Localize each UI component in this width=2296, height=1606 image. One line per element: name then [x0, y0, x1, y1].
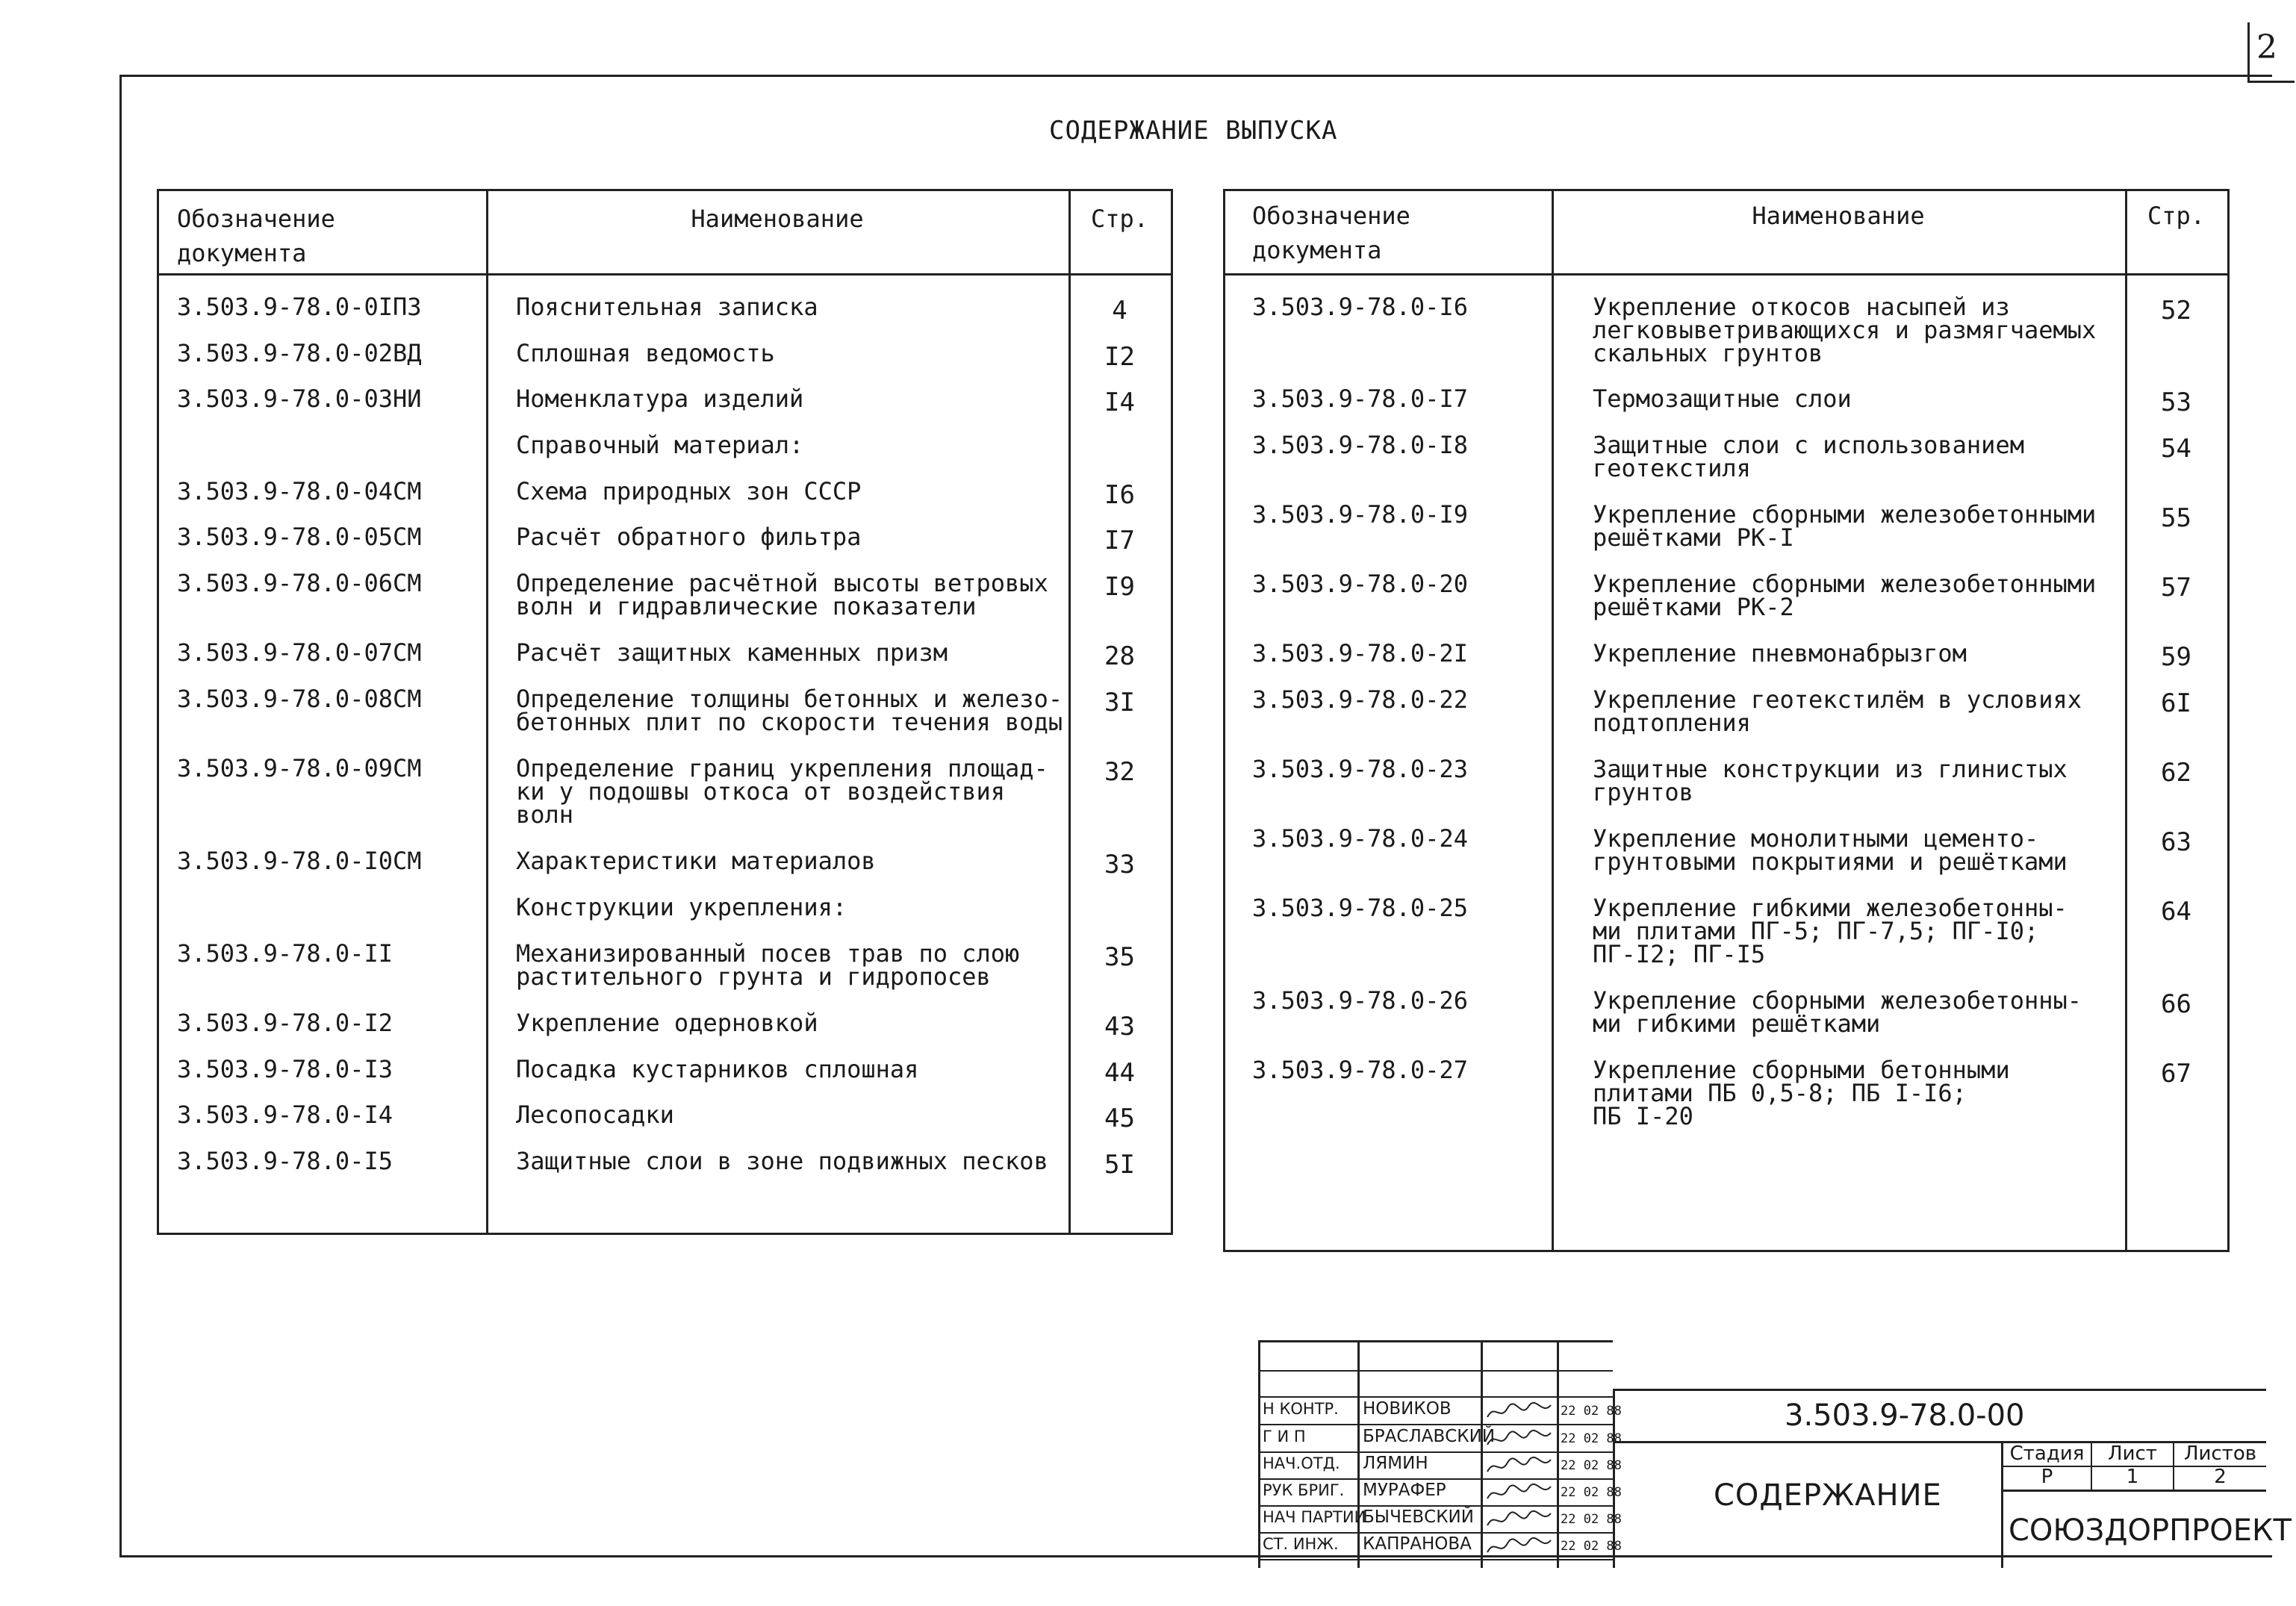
signature-date: 22 02 88	[1561, 1485, 1622, 1500]
row-name: Укрепление сборными железобетонны-	[1593, 986, 2082, 1015]
signature-date: 22 02 88	[1561, 1512, 1622, 1527]
row-name: плитами ПБ 0,5-8; ПБ I-I6;	[1593, 1079, 1967, 1107]
row-designation: 3.503.9-78.0-2I	[1252, 639, 1468, 667]
row-name: Номенклатура изделий	[516, 385, 804, 413]
row-name: Укрепление сборными железобетонными	[1593, 500, 2097, 529]
handwritten-signature	[1484, 1481, 1555, 1504]
row-page: I9	[1104, 572, 1135, 602]
contents-table-right	[1223, 189, 2230, 1252]
row-designation: 3.503.9-78.0-07СМ	[177, 638, 422, 667]
row-name: скальных грунтов	[1593, 339, 1823, 367]
row-designation: 3.503.9-78.0-I8	[1252, 431, 1468, 459]
row-name: Определение расчётной высоты ветровых	[516, 569, 1048, 597]
handwritten-signature	[1484, 1507, 1555, 1531]
row-name: Механизированный посев трав по слою	[516, 939, 1020, 968]
row-name: Расчёт обратного фильтра	[516, 523, 862, 551]
row-name: грунтов	[1593, 778, 1693, 806]
signature-role: Г И П	[1263, 1428, 1306, 1445]
row-page: I6	[1104, 480, 1135, 510]
header-name: Наименование	[1752, 202, 1925, 230]
row-designation: 3.503.9-78.0-06СМ	[177, 569, 422, 597]
signature-role: НАЧ ПАРТИИ	[1263, 1508, 1366, 1526]
row-name: Определение толщины бетонных и железо-	[516, 685, 1063, 713]
signature-name: КАПРАНОВА	[1363, 1534, 1472, 1554]
signature-date: 22 02 88	[1561, 1404, 1622, 1419]
row-name: волн	[516, 800, 574, 829]
row-name: Защитные слои в зоне подвижных песков	[516, 1147, 1048, 1175]
sheets-value: 2	[2214, 1466, 2227, 1488]
row-name: Лесопосадки	[516, 1101, 674, 1129]
signature-name: БЫЧЕВСКИЙ	[1363, 1507, 1474, 1527]
stage-value: Р	[2041, 1466, 2053, 1488]
row-page: 53	[2161, 388, 2191, 417]
handwritten-signature	[1484, 1399, 1555, 1423]
row-name: Укрепление геотекстилём в условиях	[1593, 685, 2082, 714]
row-designation: 3.503.9-78.0-09СМ	[177, 754, 422, 782]
row-designation: 3.503.9-78.0-02ВД	[177, 339, 422, 367]
row-designation: 3.503.9-78.0-0IПЗ	[177, 293, 422, 321]
signature-role: Н КОНТР.	[1263, 1400, 1339, 1418]
row-name: решётками РК-2	[1593, 593, 1794, 621]
row-page: I7	[1104, 526, 1135, 555]
row-name: Пояснительная записка	[516, 293, 818, 321]
signature-date: 22 02 88	[1561, 1539, 1622, 1554]
signature-name: МУРАФЕР	[1363, 1481, 1446, 1500]
signature-name: НОВИКОВ	[1363, 1399, 1452, 1419]
row-name: геотекстиля	[1593, 454, 1751, 482]
row-designation: 3.503.9-78.0-20	[1252, 570, 1468, 598]
row-name: Укрепление откосов насыпей из	[1593, 293, 2010, 321]
header-designation: Обозначение документа	[1252, 202, 1410, 264]
handwritten-signature	[1484, 1534, 1555, 1558]
signature-role: СТ. ИНЖ.	[1263, 1535, 1339, 1553]
row-page: 59	[2161, 642, 2191, 672]
row-name: грунтовыми покрытиями и решётками	[1593, 847, 2068, 876]
row-name: легковыветривающихся и размягчаемых	[1593, 316, 2097, 344]
row-name: ми гибкими решётками	[1593, 1009, 1881, 1038]
row-designation: 3.503.9-78.0-II	[177, 939, 393, 968]
row-page: 32	[1104, 757, 1135, 787]
row-designation: 3.503.9-78.0-03НИ	[177, 385, 422, 413]
row-page: 54	[2161, 434, 2191, 464]
header-name: Наименование	[691, 205, 864, 233]
row-name: волн и гидравлические показатели	[516, 592, 977, 620]
column-divider	[486, 191, 488, 1233]
row-designation: 3.503.9-78.0-26	[1252, 986, 1468, 1015]
row-name: Укрепление пневмонабрызгом	[1593, 639, 1967, 667]
row-designation: 3.503.9-78.0-05СМ	[177, 523, 422, 551]
handwritten-signature	[1484, 1454, 1555, 1478]
row-designation: 3.503.9-78.0-08СМ	[177, 685, 422, 713]
row-page: I2	[1104, 342, 1135, 372]
signature-role: НАЧ.ОТД.	[1263, 1454, 1340, 1472]
row-designation: 3.503.9-78.0-25	[1252, 894, 1468, 922]
sheet-label: Лист	[2108, 1442, 2157, 1465]
row-page: 63	[2161, 827, 2191, 857]
row-designation: 3.503.9-78.0-23	[1252, 755, 1468, 783]
row-name: подтопления	[1593, 709, 1751, 737]
row-page: 4	[1112, 296, 1127, 326]
row-name: Определение границ укрепления площад-	[516, 754, 1048, 782]
row-name: решётками РК-I	[1593, 523, 1794, 552]
row-name: Укрепление гибкими железобетонны-	[1593, 894, 2068, 922]
row-page: 33	[1104, 850, 1135, 880]
row-page: I4	[1104, 388, 1135, 417]
row-name: Укрепление монолитными цементо-	[1593, 824, 2039, 853]
header-page: Стр.	[1090, 205, 1149, 233]
row-page: 52	[2161, 296, 2191, 326]
row-name: Конструкции укрепления:	[516, 893, 847, 921]
row-name: Справочный материал:	[516, 431, 804, 459]
signature-role: РУК БРИГ.	[1263, 1481, 1345, 1499]
row-name: Схема природных зон СССР	[516, 477, 862, 505]
handwritten-signature	[1484, 1427, 1555, 1451]
contents-table-left	[157, 189, 1173, 1235]
row-page: 43	[1104, 1012, 1135, 1042]
row-designation: 3.503.9-78.0-04СМ	[177, 477, 422, 505]
header-designation: Обозначение документа	[177, 205, 335, 267]
row-designation: 3.503.9-78.0-22	[1252, 685, 1468, 714]
header-divider	[159, 273, 1171, 276]
row-page: 62	[2161, 758, 2191, 788]
row-name: Сплошная ведомость	[516, 339, 775, 367]
sheet-value: 1	[2126, 1466, 2139, 1488]
row-designation: 3.503.9-78.0-I2	[177, 1009, 393, 1037]
row-name: Посадка кустарников сплошная	[516, 1055, 919, 1083]
row-name: ки у подошвы откоса от воздействия	[516, 777, 1006, 806]
drawing-title: СОДЕРЖАНИЕ	[1714, 1478, 1942, 1513]
row-designation: 3.503.9-78.0-27	[1252, 1056, 1468, 1084]
row-page: 45	[1104, 1104, 1135, 1133]
row-page: 55	[2161, 503, 2191, 533]
column-divider	[2125, 191, 2127, 1250]
title-block-stamp	[1258, 1340, 2292, 1568]
signature-date: 22 02 88	[1561, 1458, 1622, 1473]
row-name: ПБ I-20	[1593, 1102, 1693, 1130]
row-designation: 3.503.9-78.0-I7	[1252, 385, 1468, 413]
row-name: Укрепление сборными бетонными	[1593, 1056, 2010, 1084]
row-name: Термозащитные слои	[1593, 385, 1852, 413]
organization-name: СОЮЗДОРПРОЕКТ	[2009, 1513, 2292, 1548]
signature-name: БРАСЛАВСКИЙ	[1363, 1427, 1496, 1446]
row-name: растительного грунта и гидропосев	[516, 962, 991, 991]
row-name: Защитные слои с использованием	[1593, 431, 2024, 459]
drawing-code: 3.503.9-78.0-00	[1785, 1398, 2025, 1433]
row-designation: 3.503.9-78.0-I4	[177, 1101, 393, 1129]
sheet-number: 2	[2256, 28, 2277, 66]
header-page: Стр.	[2147, 202, 2206, 230]
row-designation: 3.503.9-78.0-I6	[1252, 293, 1468, 321]
row-name: Защитные конструкции из глинистых	[1593, 755, 2068, 783]
row-designation: 3.503.9-78.0-I0СМ	[177, 847, 422, 875]
row-page: 57	[2161, 573, 2191, 603]
row-name: ми плитами ПГ-5; ПГ-7,5; ПГ-I0;	[1593, 917, 2039, 945]
stage-label: Стадия	[2009, 1442, 2085, 1465]
row-page: 5I	[1104, 1150, 1135, 1180]
row-name: бетонных плит по скорости течения воды	[516, 708, 1063, 736]
column-divider	[1552, 191, 1554, 1250]
header-divider	[1225, 273, 2227, 276]
row-designation: 3.503.9-78.0-I3	[177, 1055, 393, 1083]
row-page: 64	[2161, 897, 2191, 927]
row-designation: 3.503.9-78.0-I9	[1252, 500, 1468, 529]
row-page: 28	[1104, 641, 1135, 671]
row-page: 35	[1104, 942, 1135, 972]
signature-name: ЛЯМИН	[1363, 1454, 1428, 1473]
row-page: 67	[2161, 1059, 2191, 1089]
row-designation: 3.503.9-78.0-24	[1252, 824, 1468, 853]
row-page: 6I	[2161, 688, 2191, 718]
row-page: 44	[1104, 1058, 1135, 1088]
row-page: 3I	[1104, 688, 1135, 718]
row-name: Укрепление сборными железобетонными	[1593, 570, 2097, 598]
row-name: Характеристики материалов	[516, 847, 876, 875]
sheets-label: Листов	[2183, 1442, 2257, 1465]
signature-date: 22 02 88	[1561, 1431, 1622, 1446]
row-name: ПГ-I2; ПГ-I5	[1593, 940, 1766, 968]
document-title: СОДЕРЖАНИЕ ВЫПУСКА	[1049, 116, 1338, 146]
row-designation: 3.503.9-78.0-I5	[177, 1147, 393, 1175]
row-page: 66	[2161, 989, 2191, 1019]
row-name: Укрепление одерновкой	[516, 1009, 818, 1037]
row-name: Расчёт защитных каменных призм	[516, 638, 948, 667]
